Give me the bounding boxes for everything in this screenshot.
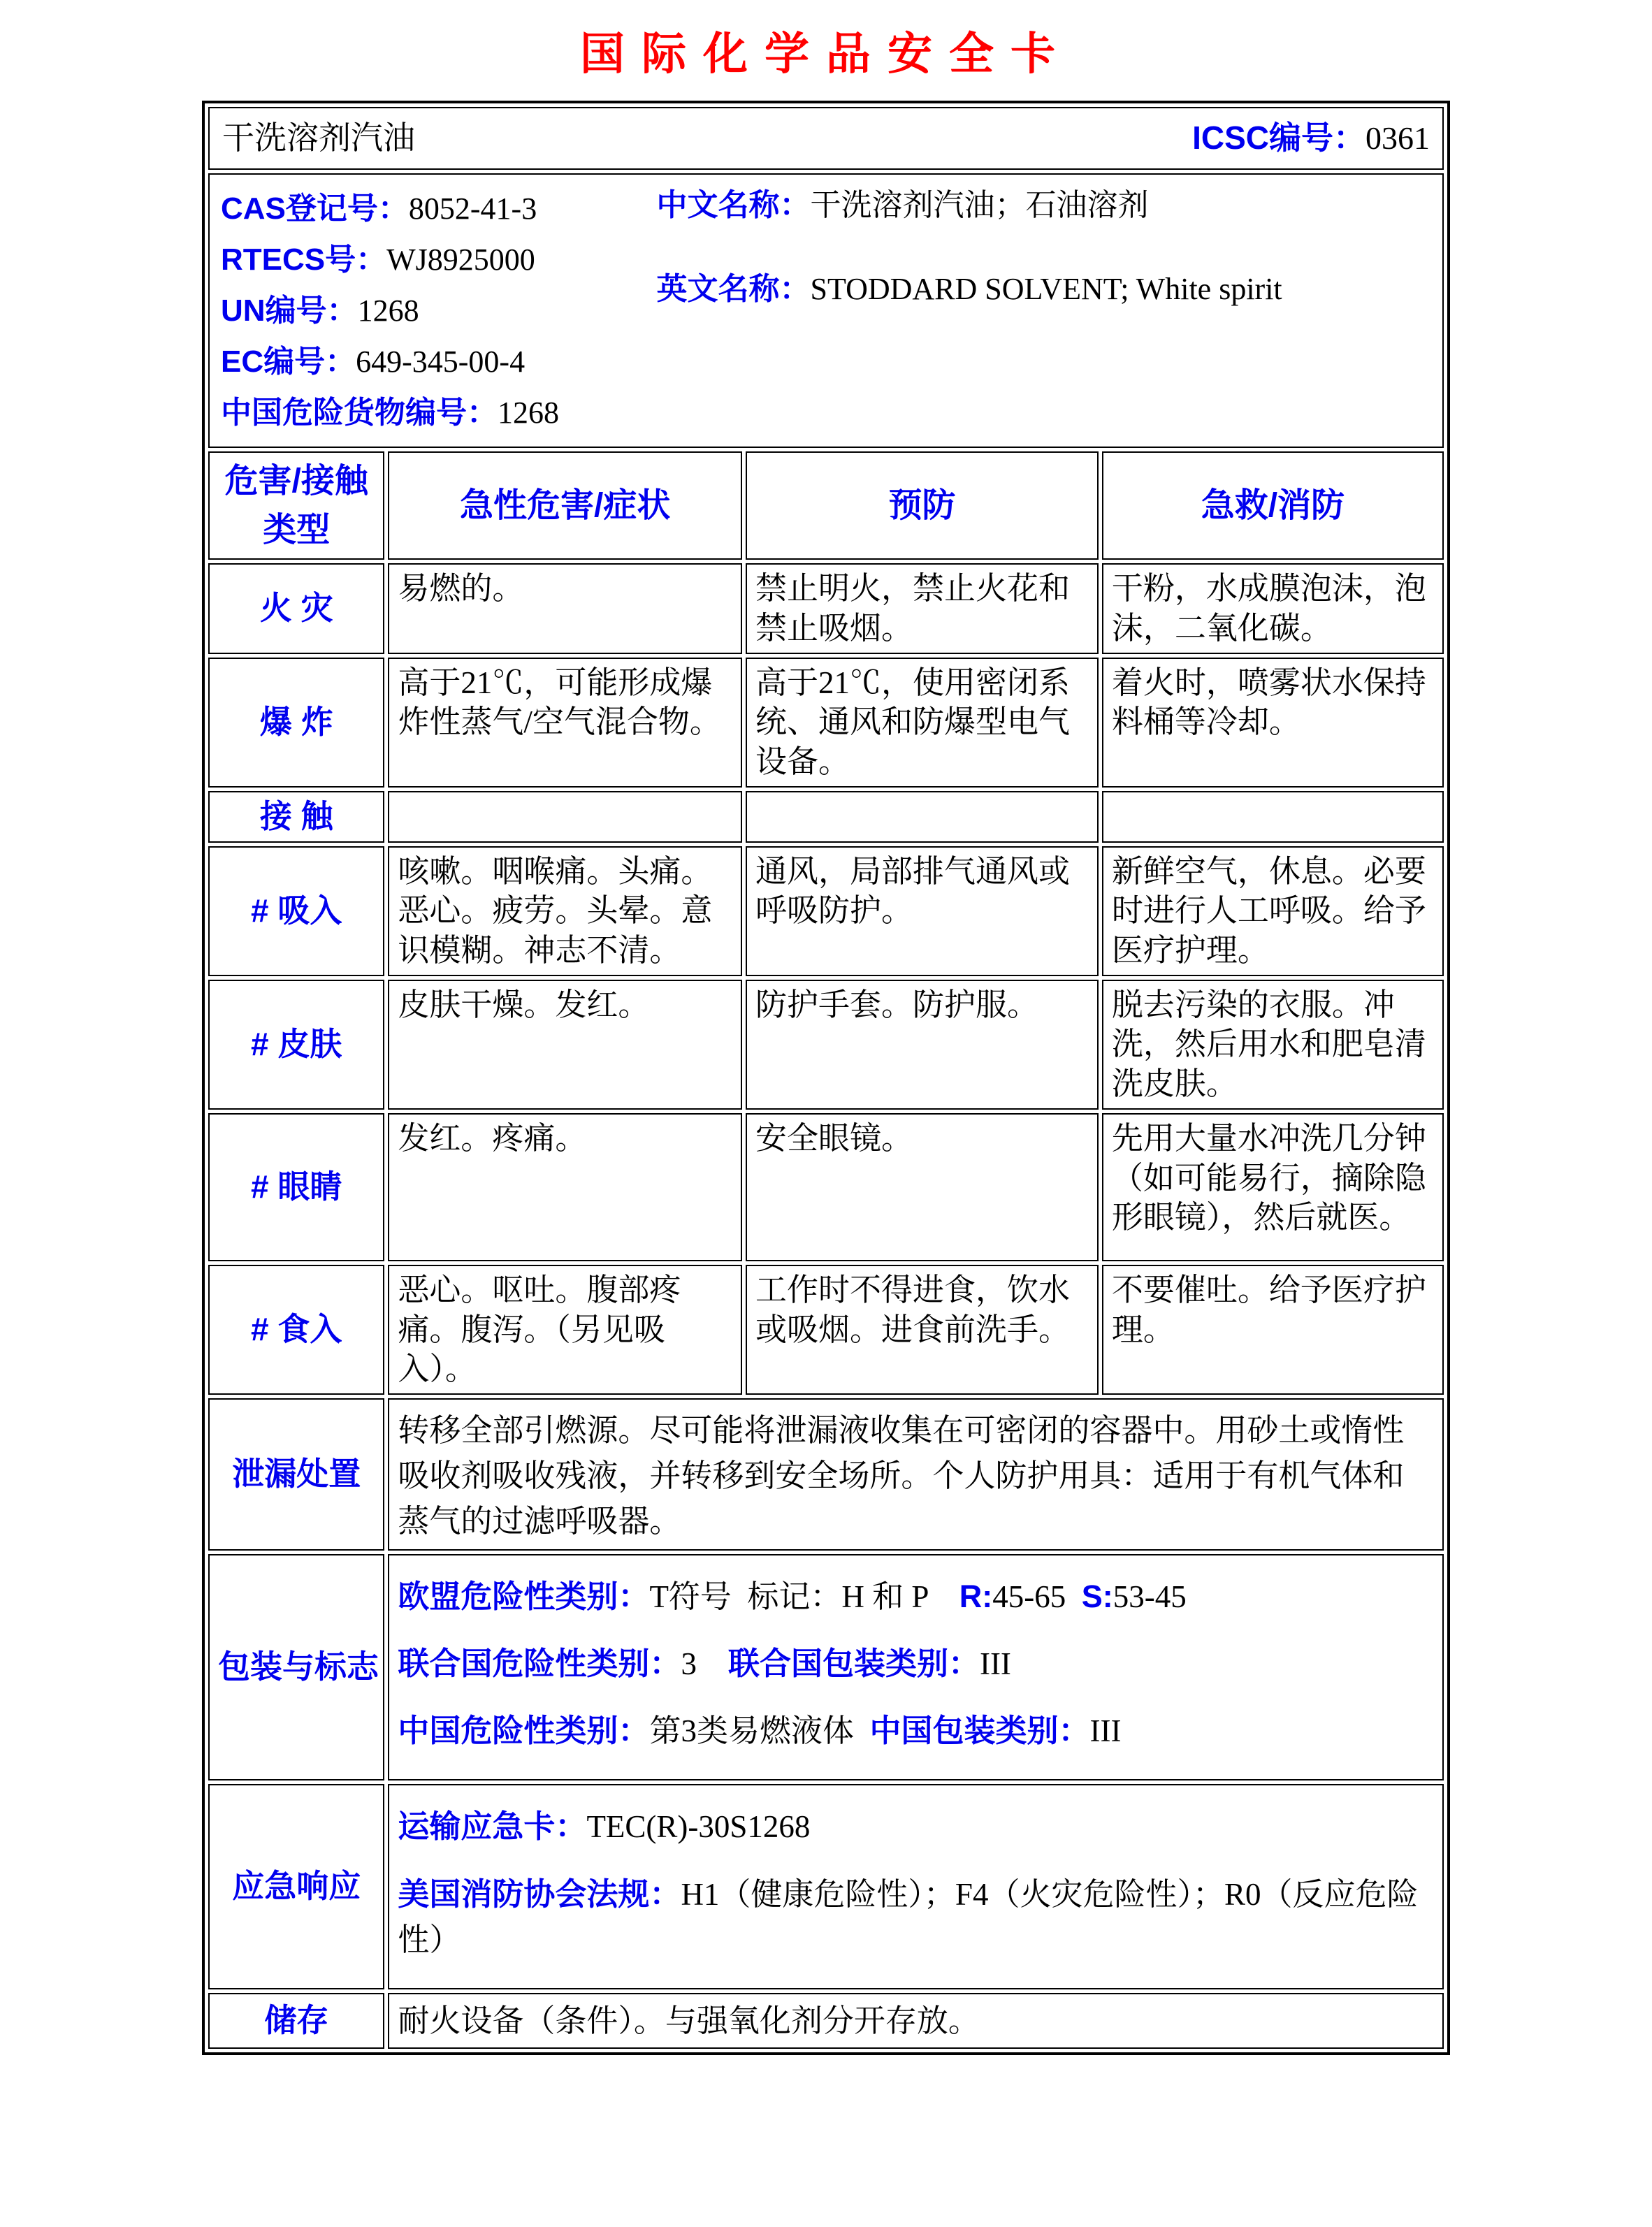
- safety-card-table: [202, 101, 1450, 2055]
- icsc-label: ICSC编号：: [1192, 119, 1365, 156]
- rtecs-number-line: RTECS号：WJ8925000: [221, 242, 535, 277]
- spill-disposal-text: 转移全部引燃源。尽可能将泄漏液收集在可密闭的容器中。用砂土或惰性吸收剂吸收残液，并转移到安全场所。个人防护用具：适用于有机气体和蒸气的过滤呼吸器。: [388, 1398, 1444, 1551]
- header-first-aid: 急救/消防: [1102, 451, 1444, 560]
- china-hazard-class-line: 中国危险性类别：第3类易燃液体 中国包装类别：III: [398, 1713, 1122, 1749]
- contact-prevention: [746, 791, 1099, 843]
- identification-row: [208, 173, 1444, 448]
- transport-emergency-card-line: 运输应急卡：TEC(R)-30S1268: [398, 1808, 811, 1845]
- eyes-symptoms: 发红。疼痛。: [388, 1113, 742, 1261]
- ec-number-line: EC编号：649-345-00-4: [221, 344, 526, 379]
- packaging-label: 包装与标志: [208, 1554, 384, 1781]
- header-symptoms: 急性危害/症状: [388, 451, 742, 560]
- packaging-content: [388, 1554, 1444, 1781]
- hazard-row-ingestion: [208, 1265, 1444, 1395]
- skin-prevention: 防护手套。防护服。: [746, 980, 1099, 1110]
- hazard-row-fire: [208, 563, 1444, 653]
- un-hazard-class-line: 联合国危险性类别：3 联合国包装类别：III: [398, 1645, 1011, 1681]
- fire-type-label: 火 灾: [208, 563, 384, 653]
- substance-names: [657, 183, 1431, 438]
- contact-type-label: 接 触: [208, 791, 384, 843]
- fire-symptoms: 易燃的。: [388, 563, 742, 653]
- explosion-first-aid: 着火时，喷雾状水保持料桶等冷却。: [1102, 658, 1444, 788]
- spill-disposal-label: 泄漏处置: [208, 1398, 384, 1551]
- icsc-number-box: [1192, 118, 1430, 159]
- inhalation-prevention: 通风，局部排气通风或呼吸防护。: [746, 846, 1099, 976]
- fire-first-aid: 干粉，水成膜泡沫，泡沫，二氧化碳。: [1102, 563, 1444, 653]
- hazard-header-row: [208, 451, 1444, 560]
- ingestion-prevention: 工作时不得进食，饮水或吸烟。进食前洗手。: [746, 1265, 1099, 1395]
- registry-numbers: [221, 183, 657, 438]
- ingestion-symptoms: 恶心。呕吐。腹部疼痛。腹泻。（另见吸入）。: [388, 1265, 742, 1395]
- inhalation-first-aid: 新鲜空气，休息。必要时进行人工呼吸。给予医疗护理。: [1102, 846, 1444, 976]
- hazard-row-eyes: [208, 1113, 1444, 1261]
- inhalation-symptoms: 咳嗽。咽喉痛。头痛。恶心。疲劳。头晕。意识模糊。神志不清。: [388, 846, 742, 976]
- cas-number-line: CAS登记号：8052-41-3: [221, 191, 537, 226]
- chinese-name-line: 中文名称：干洗溶剂汽油；石油溶剂: [656, 187, 1149, 222]
- hazard-row-skin: [208, 980, 1444, 1110]
- identification-cell: [208, 173, 1444, 448]
- explosion-symptoms: 高于21℃，可能形成爆炸性蒸气/空气混合物。: [388, 658, 742, 788]
- emergency-response-row: [208, 1784, 1444, 1989]
- nfpa-code-line: 美国消防协会法规：H1（健康危险性）；F4（火灾危险性）；R0（反应危险性）: [398, 1876, 1419, 1957]
- eu-hazard-class-line: 欧盟危险性类别：T符号 标记：H 和 P R:45-65 S:53-45: [398, 1578, 1187, 1614]
- un-number-line: UN编号：1268: [221, 293, 419, 328]
- icsc-number: 0361: [1365, 120, 1430, 156]
- inhalation-type-label: # 吸入: [208, 846, 384, 976]
- skin-type-label: # 皮肤: [208, 980, 384, 1110]
- hazard-row-inhalation: [208, 846, 1444, 976]
- skin-symptoms: 皮肤干燥。发红。: [388, 980, 742, 1110]
- header-prevention: 预防: [746, 451, 1099, 560]
- ingestion-type-label: # 食入: [208, 1265, 384, 1395]
- card-header-row: [208, 107, 1444, 170]
- eyes-type-label: # 眼睛: [208, 1113, 384, 1261]
- card-header-cell: [208, 107, 1444, 170]
- eyes-prevention: 安全眼镜。: [746, 1113, 1099, 1261]
- contact-first-aid: [1102, 791, 1444, 843]
- packaging-row: [208, 1554, 1444, 1781]
- explosion-prevention: 高于21℃，使用密闭系统、通风和防爆型电气设备。: [746, 658, 1099, 788]
- emergency-response-label: 应急响应: [208, 1784, 384, 1989]
- page-title: 国际化学品安全卡: [580, 29, 1072, 79]
- china-dg-number-line: 中国危险货物编号：1268: [221, 396, 559, 430]
- ingestion-first-aid: 不要催吐。给予医疗护理。: [1102, 1265, 1444, 1395]
- storage-label: 储存: [208, 1993, 384, 2049]
- explosion-type-label: 爆 炸: [208, 658, 384, 788]
- skin-first-aid: 脱去污染的衣服。冲洗，然后用水和肥皂清洗皮肤。: [1102, 980, 1444, 1110]
- contact-symptoms: [388, 791, 742, 843]
- emergency-response-content: [388, 1784, 1444, 1989]
- fire-prevention: 禁止明火，禁止火花和禁止吸烟。: [746, 563, 1099, 653]
- storage-row: [208, 1993, 1444, 2049]
- hazard-row-contact: [208, 791, 1444, 843]
- spill-disposal-row: [208, 1398, 1444, 1551]
- substance-name: 干洗溶剂汽油: [222, 120, 415, 156]
- hazard-row-explosion: [208, 658, 1444, 788]
- header-hazard-type: 危害/接触类型: [208, 451, 384, 560]
- english-name-line: 英文名称：STODDARD SOLVENT; White spirit: [656, 271, 1282, 306]
- storage-text: 耐火设备（条件）。与强氧化剂分开存放。: [388, 1993, 1444, 2049]
- eyes-first-aid: 先用大量水冲洗几分钟（如可能易行，摘除隐形眼镜），然后就医。: [1102, 1113, 1444, 1261]
